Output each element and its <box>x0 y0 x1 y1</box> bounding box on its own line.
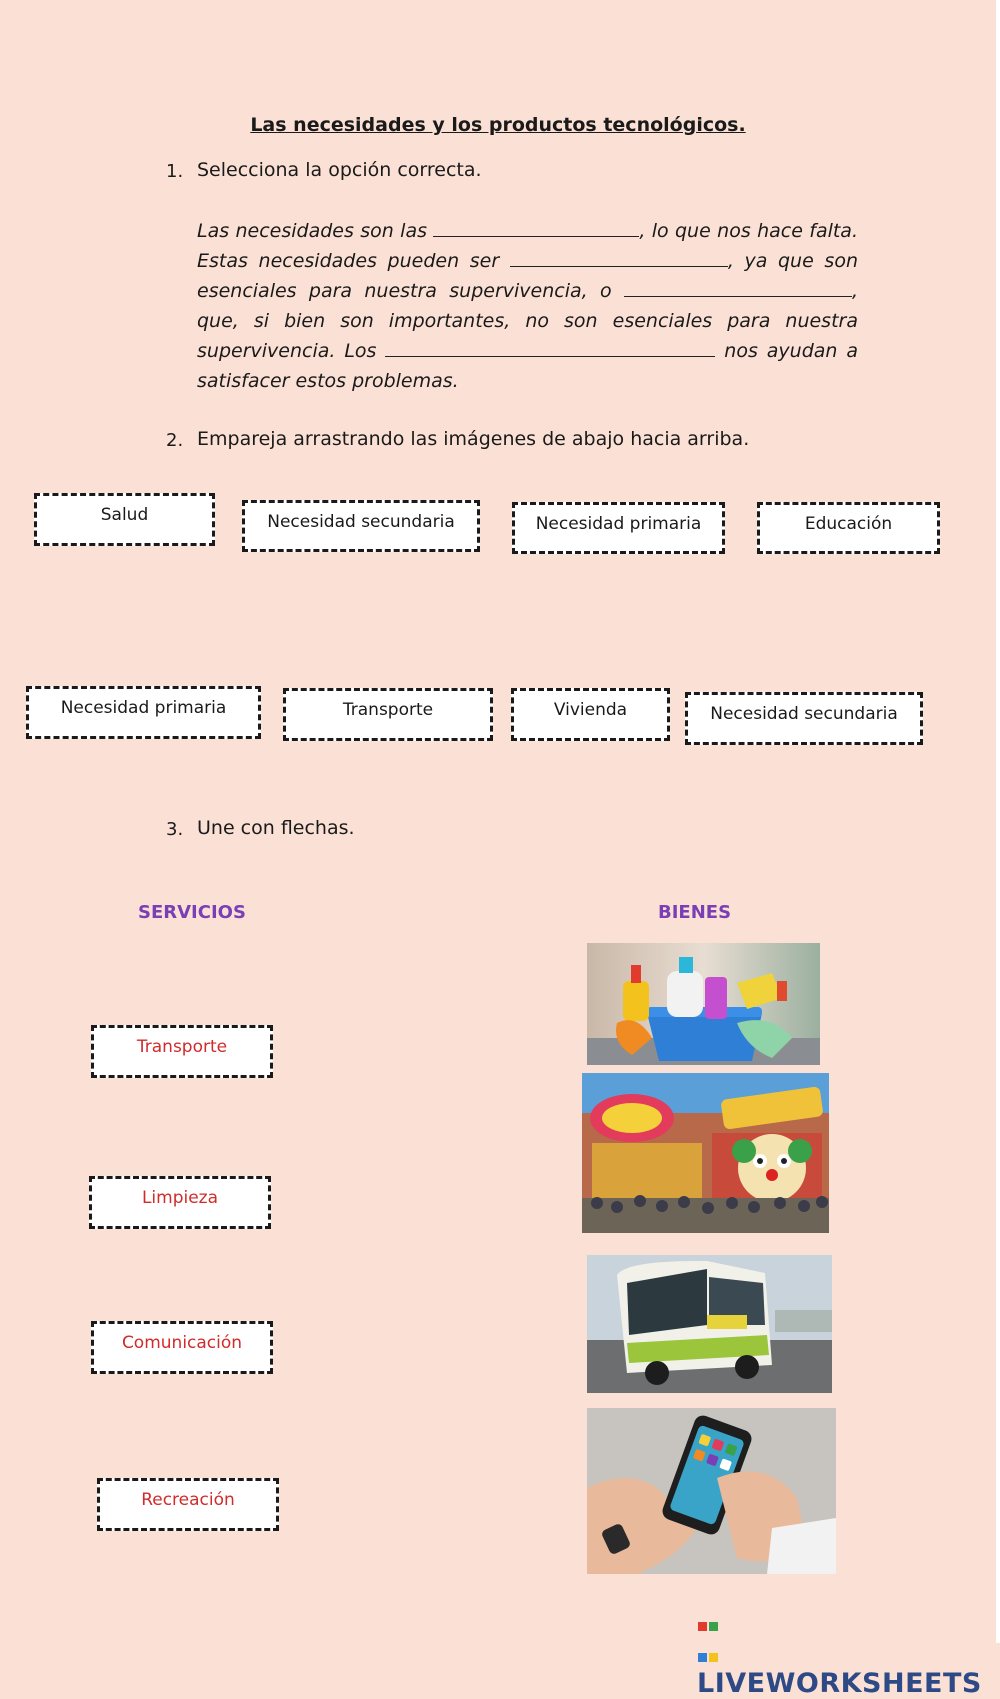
services-header: SERVICIOS <box>138 902 246 923</box>
q1-text-3: , ya que son esenciales para nuestra supervivencia, o <box>197 250 858 302</box>
blank-3[interactable] <box>624 276 852 297</box>
q1-number: 1. <box>166 161 184 182</box>
drop-zone-3[interactable]: Necesidad primaria <box>512 502 725 554</box>
drop-zone-1[interactable]: Salud <box>34 493 215 546</box>
q1-prompt: Selecciona la opción correcta. <box>197 159 482 181</box>
drag-item-2[interactable]: Transporte <box>283 688 493 741</box>
service-comunicacion[interactable]: Comunicación <box>91 1321 273 1374</box>
drag-item-1[interactable]: Necesidad primaria <box>26 686 261 739</box>
bus-image <box>587 1255 832 1393</box>
blank-4[interactable] <box>385 336 715 357</box>
bus-photo[interactable] <box>587 1255 832 1393</box>
amusement-park-photo[interactable] <box>582 1073 829 1233</box>
service-limpieza[interactable]: Limpieza <box>89 1176 271 1229</box>
cleaning-products-image <box>587 943 820 1065</box>
q1-text-5: nos ayudan a satisfacer estos problemas. <box>197 340 858 392</box>
amusement-park-image <box>582 1073 829 1233</box>
blank-1[interactable] <box>433 216 639 237</box>
q1-text-1: Las necesidades son las <box>197 220 427 242</box>
liveworksheets-logo <box>697 1608 1000 1699</box>
q1-text-4: , que, si bien son importantes, no son esenciales para nuestra supervivencia. Los <box>197 280 858 362</box>
smartphone-image <box>587 1408 836 1574</box>
q1-paragraph <box>197 216 858 396</box>
drag-item-4[interactable]: Necesidad secundaria <box>685 692 923 745</box>
drop-zone-2[interactable]: Necesidad secundaria <box>242 500 480 552</box>
q1-text-2: , lo que nos hace falta. Estas necesidades pueden ser <box>197 220 858 272</box>
q2-prompt: Empareja arrastrando las imágenes de abajo hacia arriba. <box>197 428 750 450</box>
q3-prompt: Une con flechas. <box>197 817 355 839</box>
drop-zone-4[interactable]: Educación <box>757 502 940 554</box>
service-transporte[interactable]: Transporte <box>91 1025 273 1078</box>
q3-number: 3. <box>166 819 184 840</box>
smartphone-photo[interactable] <box>587 1408 836 1574</box>
service-recreacion[interactable]: Recreación <box>97 1478 279 1531</box>
cleaning-products-photo[interactable] <box>587 943 820 1065</box>
logo-mark-icon <box>697 1608 721 1632</box>
goods-header: BIENES <box>658 902 732 923</box>
page-title: Las necesidades y los productos tecnológicos. <box>250 114 746 136</box>
q2-number: 2. <box>166 430 184 451</box>
blank-2[interactable] <box>510 246 728 267</box>
drag-item-3[interactable]: Vivienda <box>511 688 670 741</box>
logo-text: LIVEWORKSHEETS <box>697 1668 982 1699</box>
